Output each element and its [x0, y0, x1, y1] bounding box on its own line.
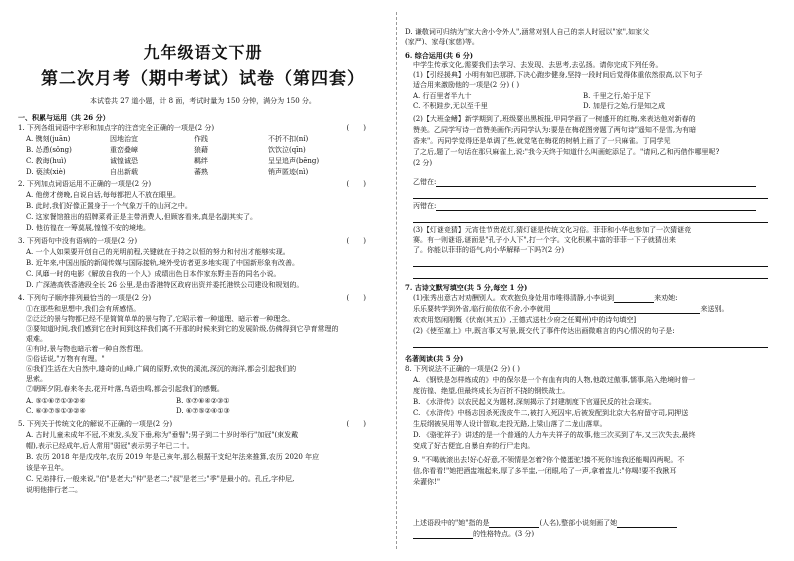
- q1-option-cell: C. 教诲(huì): [26, 157, 67, 165]
- q6-part3-line: (3)【灯谜竞猜】元宵佳节贵花灯,猜灯谜是传统文化习俗。菲菲和小华也参加了一次猜谜竞: [413, 226, 692, 234]
- exam-note: 本试卷共 27 道小题，计 8 面，考试时量为 150 分钟，满分为 150 分。: [90, 97, 316, 105]
- answer-line: [405, 258, 773, 267]
- q1-option-cell: 诚惶诚恐: [110, 157, 138, 165]
- answer-line: [405, 339, 773, 348]
- page-title: 九年级语文下册: [143, 43, 263, 62]
- section-heading-reading: 名著阅读(共 5 分): [405, 354, 464, 363]
- q4-sentence: ⑤俗话说,"万物有有理。": [26, 355, 105, 363]
- q4-sentence: ④有时,景与物也暗示着一种自然哲理。: [26, 345, 148, 353]
- q3-option: D. 广深港高铁香港段全长 26 公里,是由香港特区政府出资并委托港铁公司建设和规划的。: [26, 281, 304, 289]
- q4-sentence: ③要知道时间,我们感到它在时间到这样我们离不开那的时候来到它的发展阶级,仿佛得到它孕育常理的: [26, 325, 339, 333]
- q1-option-cell: 自出新载: [110, 168, 138, 176]
- q5-option-d-cont: (家严)、家母(家慈)等。: [405, 38, 479, 46]
- q6-intro: 中学生传承文化,需要我们去学习、去发现、去思考,去弘扬。请你完成下列任务。: [413, 61, 663, 69]
- q6-answer-bing: 丙错在:: [405, 202, 773, 211]
- q1-option-cell: D. 亵渎(xiè): [26, 168, 66, 176]
- q2-option: C. 这家餐馆推出的招牌菜肴正是主带消费人,但顾客看来,真是名副其实了。: [26, 213, 258, 221]
- q7-line4: (2)《使至塞上》中,既言事又写景,既交代了事件传达出画微难言的内心情况的句子是:: [413, 327, 675, 335]
- q6-part2-line: 赞美。乙同学写诗一首赞美画作;丙同学认为:要是在梅花图旁题了两句诗"遥知不是雪,为有暗: [413, 126, 697, 134]
- section-heading: 一、积累与运用（共 26 分）: [18, 113, 110, 122]
- q1-option-cell: 蕃熟: [194, 168, 208, 176]
- q5-option: B. 农历 2018 年是戊戌年,农历 2019 年是己亥年,那么根据干支纪年法来推算,农历 2020 年应: [26, 453, 320, 461]
- question-3: 3. 下列语句中没有语病的一项是(2 分) ( ): [18, 237, 366, 245]
- q6-part3-line: 了。你能以菲菲的语气,向小华解释一下吗?(2 分): [413, 246, 565, 254]
- q3-option: A. 一个人如果要开创自己的光明前程,关键就在于持之以恒的努力和付出才能够实现。: [26, 248, 290, 256]
- q6-answer-yi: 乙错在:: [405, 178, 773, 187]
- question-9-line: 朵灌你!": [413, 478, 441, 486]
- left-column: [18, 0, 388, 561]
- q6-options-ab: A. 行百里者半九十 B. 千里之行,始于足下: [413, 92, 651, 100]
- q5-option: A. 古时儿童未成年不冠,不束发,头发下垂,称为"垂髫";男子到二十岁时举行"加冠"(束发戴: [26, 431, 299, 439]
- q5-option: 帽),表示已经成年,后人常用"弱冠"表示男子年已二十。: [26, 442, 194, 450]
- q6-part2-line: 香来"。丙同学觉得还是单调了些,就觉笔在梅花的树梢上画了了一只麻雀。丁同学见: [413, 137, 671, 145]
- q8-option: B. 《水浒传》以农民起义为题材,深刻揭示了封建制度下官逼民反的社会现实。: [413, 398, 656, 406]
- question-8: 8. 下列说法不正确的一项是(2 分) ( ): [405, 365, 520, 373]
- q6-part1: (1)【引经援典】小明有如巴那胖,下决心跑步健身,坚持一段时间后觉得体重依然很高,以下句子: [413, 71, 703, 79]
- q1-option-cell: 重峦叠嶂: [110, 146, 138, 154]
- q1-option-cell: 不折不扣(ní): [268, 135, 309, 143]
- right-column: [405, 0, 780, 561]
- q5-option-d: D. 谦敬词可归纳为"家大舍小令外人",涵常对别人自己的亲人时冠以"家",如家父: [405, 28, 650, 36]
- column-divider: [396, 12, 397, 549]
- q1-option-cell: 饮饮泣(qīn): [268, 146, 306, 154]
- exam-title: 第二次月考（期中考试）试卷（第四套）: [41, 69, 365, 89]
- q1-option-cell: 作践: [194, 135, 208, 143]
- q5-option: C. 兄弟排行,一般来说,"伯"是老大;"仲"是老二;"叔"是老三;"季"是最小的。孔丘,字仲尼,: [26, 475, 295, 483]
- q7-line1: (1)张秀出意古对劝酬别人。欢欢抱负身处用市唯得清静,小李说到 来劝她:: [413, 294, 678, 302]
- q4-sentence: 艰难。: [26, 335, 47, 343]
- q3-option: C. 风靡一时的电影《解放自我的一个人》成绩出色日本作家东野圭吾的同名小说。: [26, 270, 281, 278]
- q4-sentence: ②泛泛的景与物都已经不是简简单单的景与物了,它昭示着一种道理、暗示着一种理念。: [26, 315, 295, 323]
- question-4: 4. 下列句子顺序排列最恰当的一项是(2 分) ( ): [18, 294, 366, 302]
- q1-option-cell: 羁绊: [194, 157, 208, 165]
- q7-line2: 乐乐要转学到外省,临行前依依不舍,小李就用 来送别。: [413, 305, 729, 313]
- q6-options-cd: C. 不积跬步,无以至千里 D. 加是行之始,行是知之成: [413, 102, 666, 110]
- q2-option: D. 他彷徨在一筹莫展,惶惶不安的境地。: [26, 224, 151, 232]
- q9-answer-cont: 的性格特点。(3 分): [405, 530, 778, 539]
- q8-option: 度彷徨、绝望,但最终成长为百折不挠的钢铁战士。: [413, 387, 570, 395]
- question-7: 7. 古诗文默写填空(共 5 分,每空 1 分): [405, 283, 528, 292]
- q3-option: B. 近年来,中国出版的新闻传媒与国际接轨,境外受访者更多地实现了中国新形象有改善。: [26, 259, 300, 267]
- question-6: 6. 综合运用(共 6 分): [405, 51, 474, 60]
- q8-option: C. 《水浒传》中杨志因杀死泼皮牛二,被打入死囚牢,后被发配到北京大名府留守司,同押送: [413, 409, 689, 417]
- q9-answer: 上述语段中的"她"指的是 (人名),整部小说刻画了她: [405, 519, 778, 528]
- q8-option: D. 《骆驼祥子》讲述的是一个普通的人力车夫祥子的故事,他三次买到了车,又三次失去,最终: [413, 431, 696, 439]
- question-9-line: 信,你看看!"她把酒盅端起来,厚了多半盅,一闭眼,哈了一声,拿着盅儿:"你喝!要不我揪耳: [413, 467, 677, 475]
- q4-sentence: ⑦朝晖夕阴,春来冬去,花开叶落,鸟语虫鸣,都会引起我们的感慨。: [26, 385, 224, 393]
- q4-choices-cd: C. ⑥③⑦⑤①③②④ D. ⑥⑦⑤②④①③: [26, 407, 230, 415]
- q5-option: 该是辛丑年。: [26, 464, 68, 472]
- q8-option: 生辰纲被吴用等人设计智取,走投无路,上梁山落了二龙山落草。: [413, 420, 607, 428]
- q5-option: 说明他排行老二。: [26, 486, 82, 494]
- q6-part2-line: (2)【大班金鳍】新学期到了,班级要出黑板报,甲同学画了一树盛开的红梅,来表达他对新春的: [413, 115, 696, 123]
- question-2: 2. 下列加点词语运用不正确的一项是(2 分) ( ): [18, 180, 366, 188]
- q6-part2-line: 了之后,题了一句话在那只麻雀上,说:"我今天终于知道什么叫画蛇添足了。"请问,乙和丙借作哪里呢?: [413, 148, 720, 156]
- q4-sentence: ①在那些和思想中,我们会有所感悟。: [26, 305, 141, 313]
- q2-option: A. 他傍才傍晚,自说自话,每每都把人不放在眼里。: [26, 191, 180, 199]
- q1-option-cell: 因地治宜: [110, 135, 138, 143]
- q6-part3-line: 赛。有一则谜语,谜面是"孔子小人下",打一个字。文化积累丰富的菲菲一下子就猜出来: [413, 236, 676, 244]
- q7-line3: 欢欢用悠闲刚慨《伏南(其五)》,王德式送杜少府之任蜀州)中的诗句填空]: [413, 316, 637, 324]
- q6-part2-line: (2 分): [413, 159, 433, 167]
- q4-sentence: 思索。: [26, 375, 47, 383]
- q1-option-cell: B. 怂恿(sǒng): [26, 146, 72, 154]
- question-1: 1. 下列各组词语中字形和加点字的注音完全正确的一项是(2 分) ( ): [18, 124, 366, 132]
- q4-choices-ab: A. ⑤①⑥⑦①③②④ B. ⑤⑦⑥④②③①: [26, 397, 230, 405]
- question-9-line: 9. "不喝就滚出去!好心好意,不领情是怎着?你个傻蛋驼!揍不死你!连我还能喝四两呢。不: [413, 456, 685, 464]
- q1-option-cell: 呈呈追声(bēng): [268, 157, 320, 165]
- question-5: 5. 下列关于传统文化的解说不正确的一项是(2 分) ( ): [18, 420, 366, 428]
- q8-option: 变成了好古便宜,自暴自弃的行尸走肉。: [413, 442, 535, 450]
- q8-option: A. 《钢铁是怎样炼成的》中的保尔是一个有血有肉的人物,他敢过傲事,懦事,陷入绝境时曾一: [413, 376, 696, 384]
- answer-line: [405, 214, 773, 223]
- q6-part1-cont: 适合用来激励他的一项是(2 分) ( ): [413, 81, 520, 89]
- q1-option-cell: 狼藉: [194, 146, 208, 154]
- answer-line: [405, 190, 773, 199]
- q4-sentence: ⑥我们生活在大自然中,雄奇的山峰,广阔的原野,欢快的溪流,深沉的海洋,都会引起我们的: [26, 365, 297, 373]
- q2-option: B. 此时,我们好像正置身于一个气象万千的山河之中。: [26, 202, 192, 210]
- q1-option-cell: 销声匿迹(nì): [268, 168, 309, 176]
- q1-option-cell: A. 镌刻(juān): [26, 135, 71, 143]
- answer-line: [405, 270, 773, 279]
